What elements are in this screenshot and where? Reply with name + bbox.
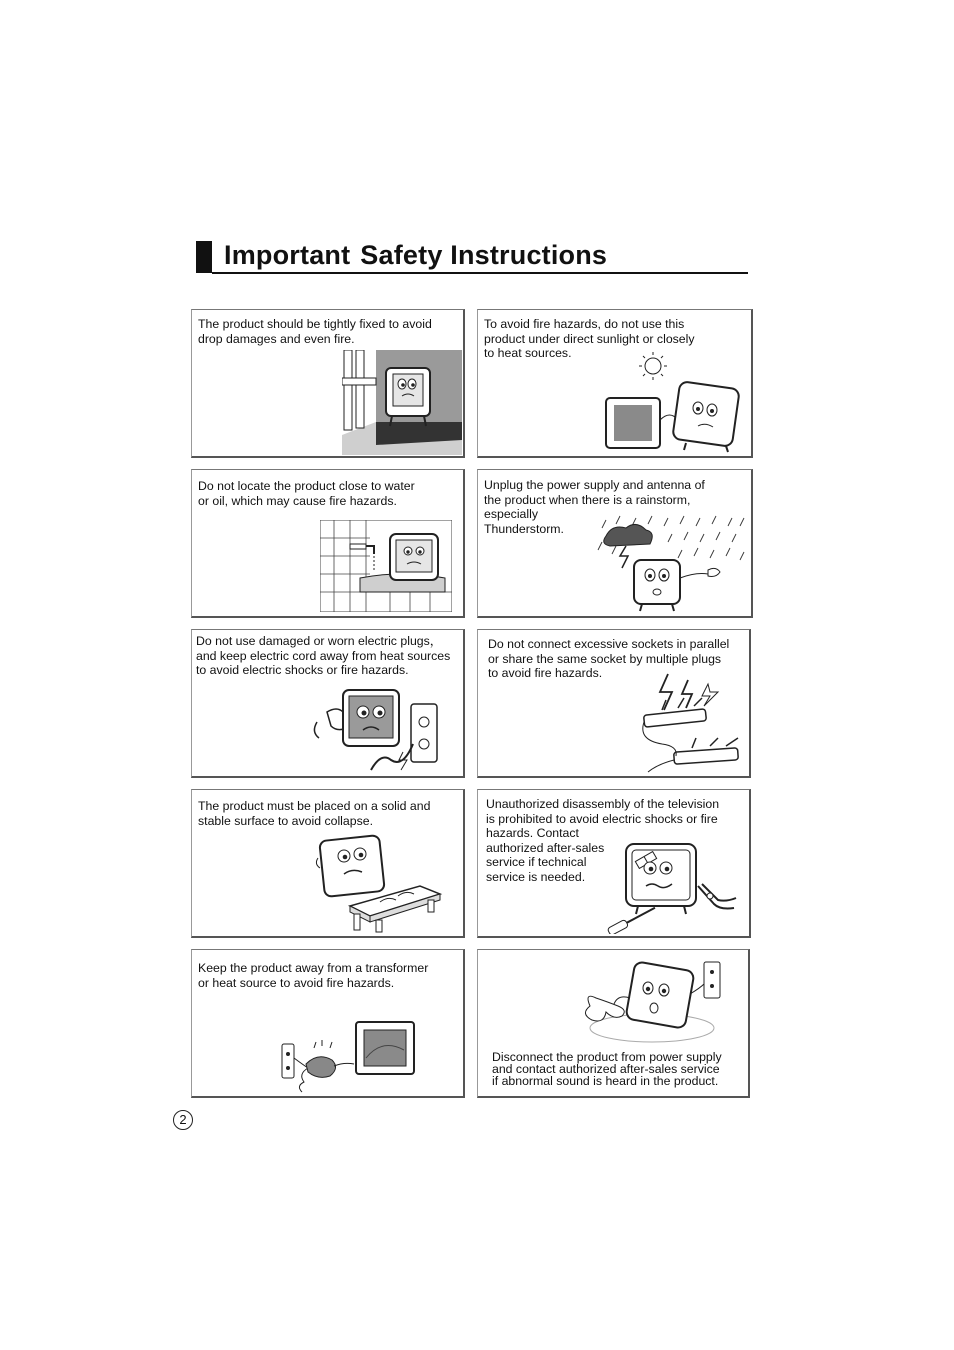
text-line: product under direct sunlight or closely [484,331,695,346]
tv-on-wall-mount-icon [342,350,462,455]
text-line: Unauthorized disassembly of the television [486,797,720,811]
text-line: if abnormal sound is heard in the product. [492,1074,719,1089]
text-line: Thunderstorm. [484,521,564,536]
instruction-card-abnormal-sound [477,949,750,1098]
tv-on-unstable-table-icon [310,834,445,934]
instruction-card-thunderstorm [477,469,753,618]
text-line: to avoid electric shocks or fire hazards. [196,663,409,677]
text-line: or oil, which may cause fire hazards. [198,493,397,508]
instruction-text [198,317,432,346]
instruction-text [198,961,428,990]
text-line: stable surface to avoid collapse. [198,813,373,828]
instruction-card-water-oil [191,469,465,618]
text-line: Disconnect the product from power supply [492,1050,722,1064]
text-line: or share the same socket by multiple plugs [488,651,722,666]
tv-near-water-tap-icon [320,520,452,612]
instruction-card-transformer [191,949,465,1098]
text-line: to avoid fire hazards. [488,666,603,680]
text-line: and contact authorized after-sales service [492,1062,720,1077]
text-line: service is needed. [486,869,586,884]
tv-in-thunderstorm-icon [596,512,748,612]
text-line: especially [484,507,538,521]
text-line: The product should be tightly fixed to avoid [198,317,432,331]
text-line: to heat sources. [484,346,572,360]
instruction-card-sunlight [477,309,753,458]
tv-abnormal-sound-icon [574,958,734,1050]
text-line: Unplug the power supply and antenna of [484,478,705,492]
text-line: Do not connect excessive sockets in parallel [488,637,730,651]
instruction-text [198,799,430,828]
title-marker-bar [196,241,212,273]
page-title [224,240,607,271]
text-line: authorized after-sales [486,840,605,855]
page-number: 2 [173,1110,193,1130]
text-line: The product must be placed on a solid and [198,799,431,813]
text-line: hazards. Contact [486,826,579,840]
instruction-card-excess-sockets [477,629,751,778]
instruction-card-fix-tightly [191,309,465,458]
text-line: Keep the product away from a transformer [198,961,429,975]
text-line: or heat source to avoid fire hazards. [198,975,395,990]
tv-damaged-plug-icon [307,682,447,774]
title-underline [212,272,748,274]
title-word-safety-instructions: Safety Instructions [360,240,608,270]
text-line: service if technical [486,855,587,869]
text-line: the product when there is a rainstorm, [484,492,691,507]
text-line: Do not use damaged or worn electric plugs， [196,634,443,648]
instruction-text [196,634,450,678]
instruction-card-no-disassembly [477,789,751,938]
tv-with-tools-icon [602,838,742,934]
tv-near-transformer-icon [278,1018,438,1094]
text-line: and keep electric cord away from heat sources [196,648,451,663]
text-line: is prohibited to avoid electric shocks or fire [486,811,718,826]
tv-in-sunlight-icon [598,350,748,455]
text-line: Do not locate the product close to water [198,479,415,493]
instruction-text [198,479,415,508]
text-line: To avoid fire hazards, do not use this [484,317,685,331]
instruction-card-damaged-plugs [191,629,465,778]
title-word-important: Important [224,240,351,270]
text-line: drop damages and even fire. [198,331,355,346]
instruction-card-stable-surface [191,789,465,938]
overloaded-power-strip-icon [638,666,748,774]
instruction-text [492,1051,722,1088]
